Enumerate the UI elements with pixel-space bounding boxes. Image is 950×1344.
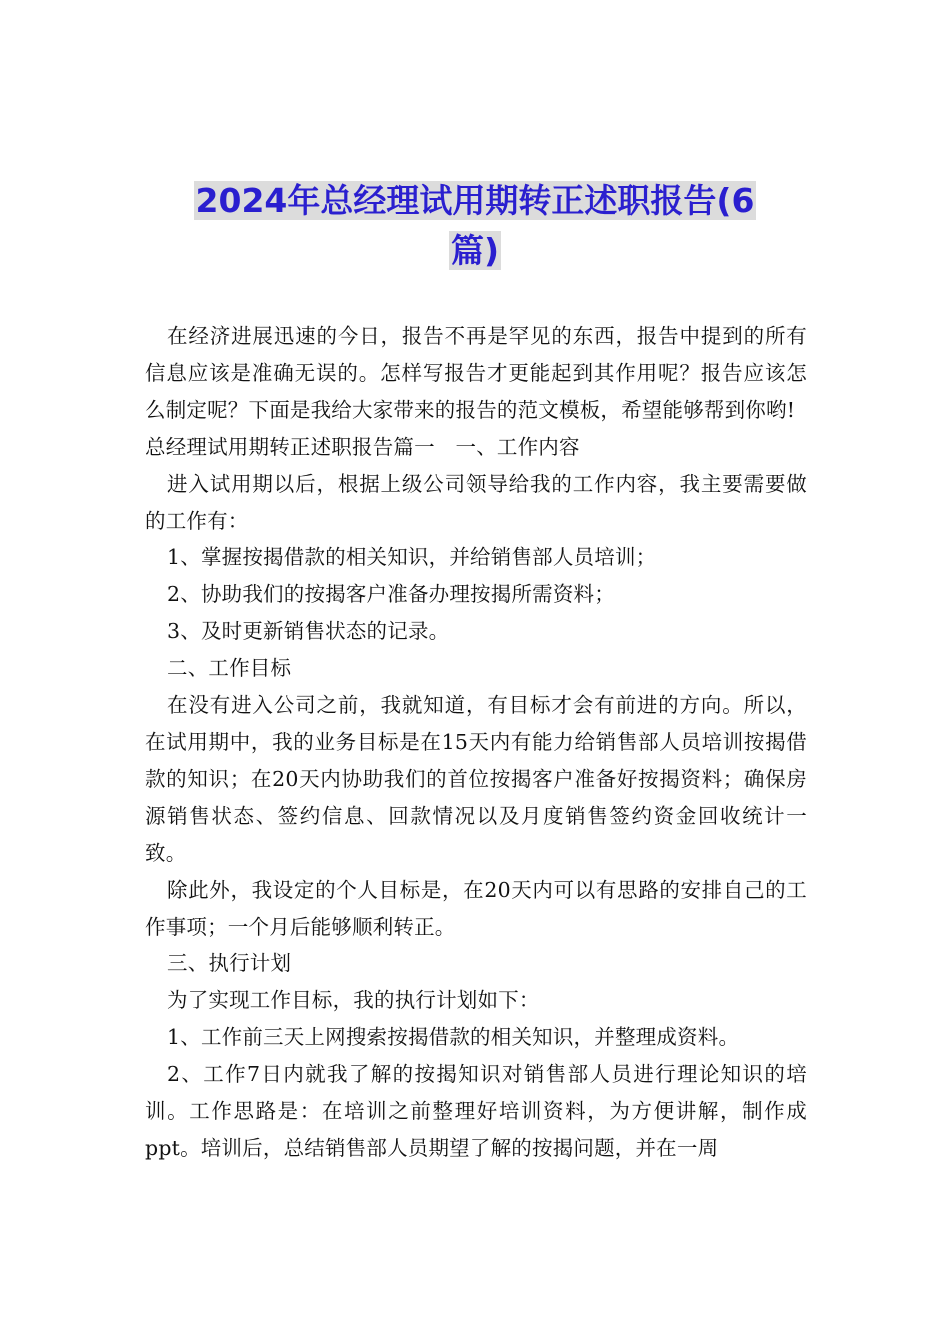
list-item: 2、协助我们的按揭客户准备办理按揭所需资料；	[167, 582, 615, 607]
paragraph-section-heading: 总经理试用期转正述职报告篇一 一、工作内容	[145, 434, 580, 459]
list-item: 1、掌握按揭借款的相关知识，并给销售部人员培训；	[167, 545, 657, 570]
list-item: 1、工作前三天上网搜索按揭借款的相关知识，并整理成资料。	[167, 1025, 740, 1050]
list-item: 2、工作7日内就我了解的按揭知识对销售部人员进行理论知识的培训。工作思路是：在培训之前整理好培训资料，为方便讲解，制作成ppt。培训后，总结销售部人员期望了解的按揭问题，并在一周	[145, 1062, 807, 1160]
paragraph: 在没有进入公司之前，我就知道，有目标才会有前进的方向。所以，在试用期中，我的业务目标是在15天内有能力给销售部人员培训按揭借款的知识；在20天内协助我们的首位按揭客户准备好按揭资料；确保房源销售状态、签约信息、回款情况以及月度销售签约资金回收统计一致。	[145, 693, 807, 865]
paragraph-intro: 在经济进展迅速的今日，报告不再是罕见的东西，报告中提到的所有信息应该是准确无误的。怎样写报告才更能起到其作用呢？报告应该怎么制定呢？下面是我给大家带来的报告的范文模板，希望能够帮到你哟!	[145, 324, 807, 422]
paragraph: 为了实现工作目标，我的执行计划如下：	[167, 988, 540, 1013]
title-line-2: 篇)	[450, 231, 500, 270]
document-title	[145, 176, 805, 276]
section-heading: 三、执行计划	[167, 951, 292, 976]
title-line-1: 2024年总经理试用期转正述职报告(6	[195, 181, 755, 220]
section-heading: 二、工作目标	[167, 656, 292, 681]
list-item: 3、及时更新销售状态的记录。	[167, 619, 450, 644]
document-body	[145, 318, 807, 1167]
paragraph: 除此外，我设定的个人目标是，在20天内可以有思路的安排自己的工作事项；一个月后能够顺利转正。	[145, 877, 807, 939]
paragraph: 进入试用期以后，根据上级公司领导给我的工作内容，我主要需要做的工作有：	[145, 471, 807, 533]
